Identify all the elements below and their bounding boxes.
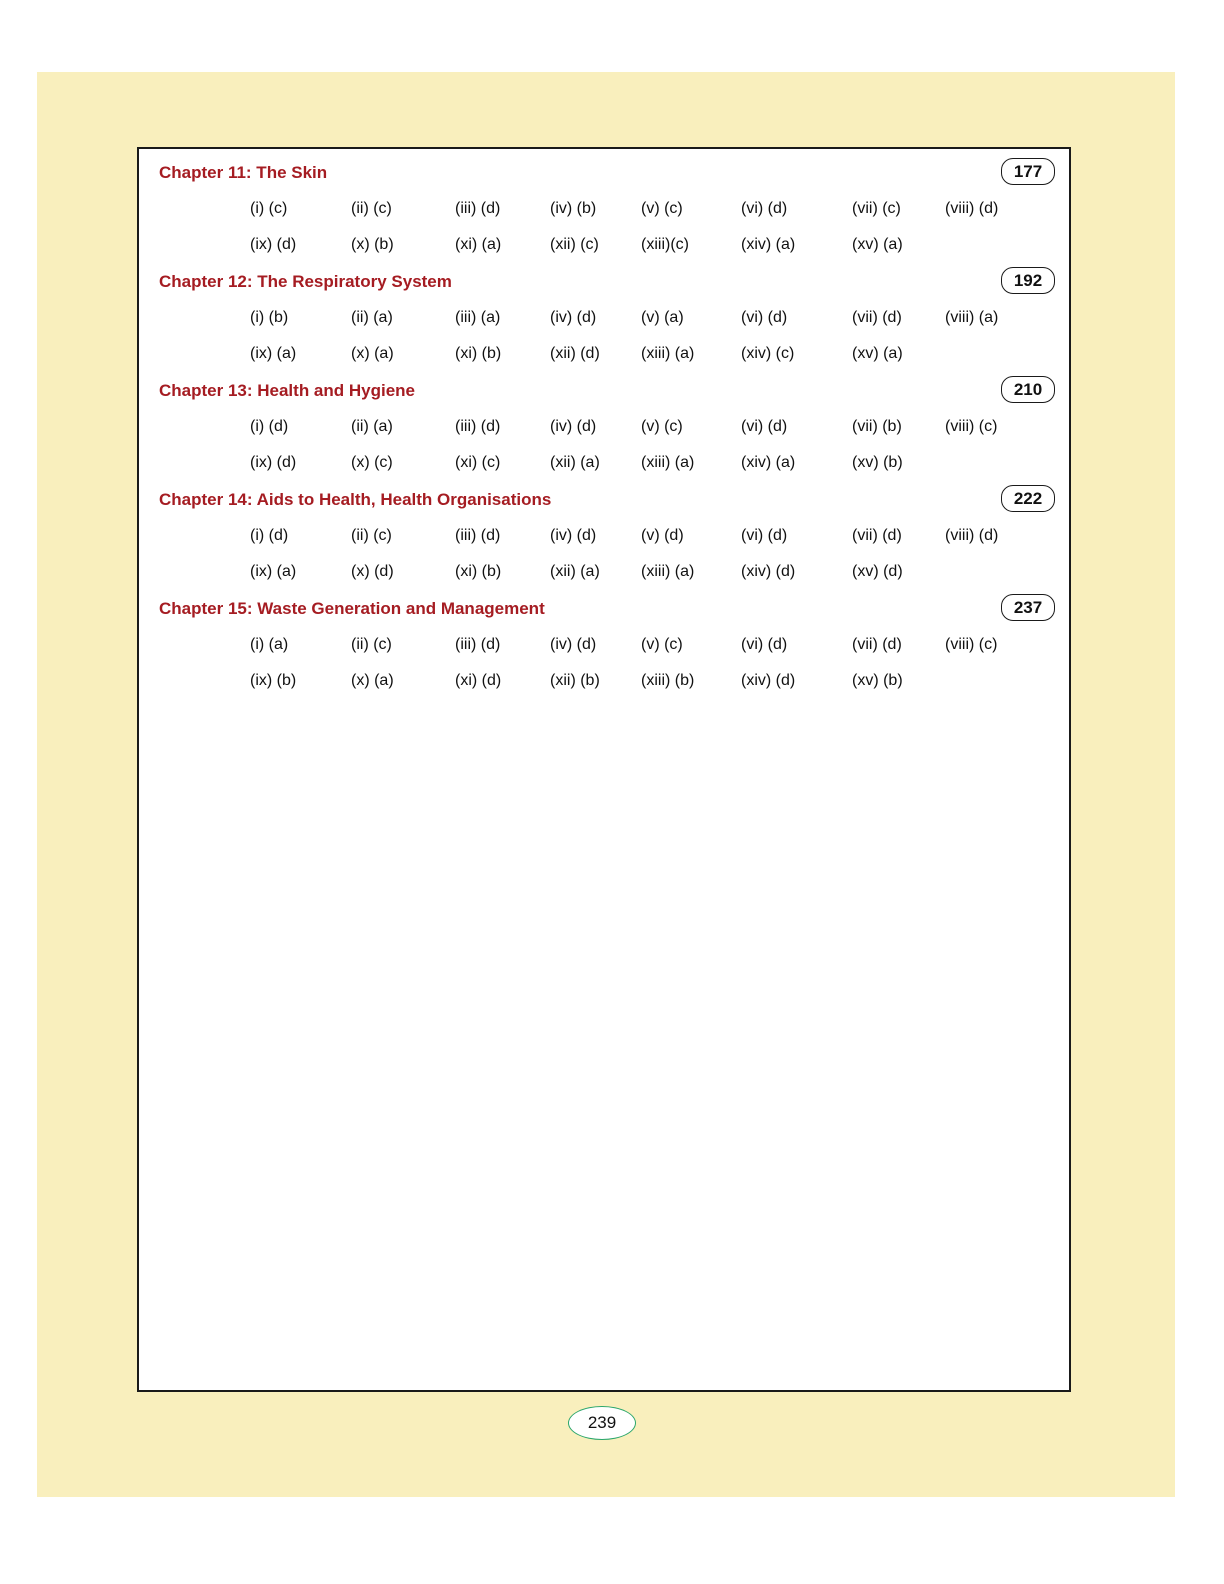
answer-item: (ii) (c) [351,527,392,544]
answer-item: (iv) (d) [550,527,597,544]
answer-item: (i) (d) [250,527,289,544]
answer-item: (viii) (c) [945,418,998,435]
answer-item: (iii) (d) [455,636,501,653]
answer-item: (vi) (d) [741,636,788,653]
answer-item: (i) (b) [250,309,289,326]
page-number: 239 [568,1406,636,1440]
chapter-page-reference: 192 [1001,267,1055,294]
answer-item: (xiii) (a) [641,454,695,471]
answer-item: (v) (c) [641,418,683,435]
chapter-14-section [139,478,1069,588]
answer-row [139,236,1069,260]
answer-item: (xiv) (c) [741,345,795,362]
answer-item: (x) (a) [351,345,394,362]
answer-item: (vii) (d) [852,309,902,326]
answer-item: (vi) (d) [741,309,788,326]
answer-item: (ix) (a) [250,345,297,362]
answer-item: (viii) (d) [945,200,999,217]
answer-item: (v) (c) [641,200,683,217]
answer-item: (ix) (d) [250,236,297,253]
answer-item: (vii) (d) [852,527,902,544]
answer-row [139,636,1069,660]
answer-item: (xv) (a) [852,345,903,362]
chapter-title: Chapter 13: Health and Hygiene [159,381,416,400]
answer-item: (xii) (a) [550,563,600,580]
answer-item: (vi) (d) [741,418,788,435]
answer-item: (xi) (b) [455,345,502,362]
answer-item: (xv) (b) [852,454,903,471]
answer-item: (iii) (d) [455,200,501,217]
answer-item: (ii) (c) [351,200,392,217]
chapter-title: Chapter 11: The Skin [159,163,328,182]
answer-item: (xiii)(c) [641,236,689,253]
chapter-page-reference: 237 [1001,594,1055,621]
answer-item: (vii) (b) [852,418,902,435]
answer-item: (vi) (d) [741,527,788,544]
answer-row [139,563,1069,587]
answer-item: (xv) (b) [852,672,903,689]
answer-item: (iii) (d) [455,418,501,435]
answer-item: (ii) (a) [351,309,393,326]
chapter-title: Chapter 12: The Respiratory System [159,272,452,291]
answer-item: (ix) (a) [250,563,297,580]
chapter-page-reference: 222 [1001,485,1055,512]
answer-item: (xii) (c) [550,236,599,253]
answer-item: (vii) (c) [852,200,901,217]
answer-key-panel [137,147,1071,1392]
answer-item: (iii) (a) [455,309,501,326]
chapter-12-section [139,260,1069,370]
answer-row [139,454,1069,478]
chapter-title: Chapter 14: Aids to Health, Health Organisations [159,490,552,509]
answer-item: (ix) (b) [250,672,297,689]
chapter-page-reference: 210 [1001,376,1055,403]
answer-row [139,672,1069,696]
answer-item: (xiii) (a) [641,345,695,362]
answer-row [139,345,1069,369]
answer-item: (xi) (a) [455,236,502,253]
chapter-title: Chapter 15: Waste Generation and Management [159,599,545,618]
answer-item: (i) (a) [250,636,289,653]
chapter-13-section [139,369,1069,479]
answer-item: (xii) (b) [550,672,600,689]
answer-item: (i) (d) [250,418,289,435]
answer-item: (iii) (d) [455,527,501,544]
answer-item: (xi) (c) [455,454,501,471]
answer-item: (x) (c) [351,454,393,471]
answer-item: (vii) (d) [852,636,902,653]
answer-row [139,527,1069,551]
answer-item: (viii) (d) [945,527,999,544]
answer-item: (xiv) (d) [741,563,796,580]
answer-item: (xiii) (b) [641,672,695,689]
answer-item: (iv) (d) [550,309,597,326]
answer-item: (iv) (b) [550,200,597,217]
answer-row [139,309,1069,333]
answer-item: (x) (b) [351,236,394,253]
answer-item: (viii) (a) [945,309,999,326]
answer-item: (xiv) (d) [741,672,796,689]
answer-item: (v) (c) [641,636,683,653]
answer-item: (xii) (a) [550,454,600,471]
answer-item: (xi) (b) [455,563,502,580]
answer-item: (ii) (c) [351,636,392,653]
answer-item: (ix) (d) [250,454,297,471]
answer-row [139,418,1069,442]
answer-item: (vi) (d) [741,200,788,217]
answer-item: (x) (d) [351,563,394,580]
answer-item: (xv) (a) [852,236,903,253]
chapter-11-section [139,151,1069,261]
chapter-page-reference: 177 [1001,158,1055,185]
answer-item: (xi) (d) [455,672,502,689]
answer-item: (iv) (d) [550,418,597,435]
answer-item: (xv) (d) [852,563,903,580]
answer-item: (xiv) (a) [741,236,796,253]
answer-item: (viii) (c) [945,636,998,653]
chapter-15-section [139,587,1069,697]
answer-item: (xiii) (a) [641,563,695,580]
answer-item: (x) (a) [351,672,394,689]
answer-item: (v) (a) [641,309,684,326]
answer-item: (v) (d) [641,527,684,544]
answer-item: (xiv) (a) [741,454,796,471]
answer-item: (xii) (d) [550,345,600,362]
answer-item: (ii) (a) [351,418,393,435]
answer-row [139,200,1069,224]
answer-item: (iv) (d) [550,636,597,653]
answer-item: (i) (c) [250,200,288,217]
